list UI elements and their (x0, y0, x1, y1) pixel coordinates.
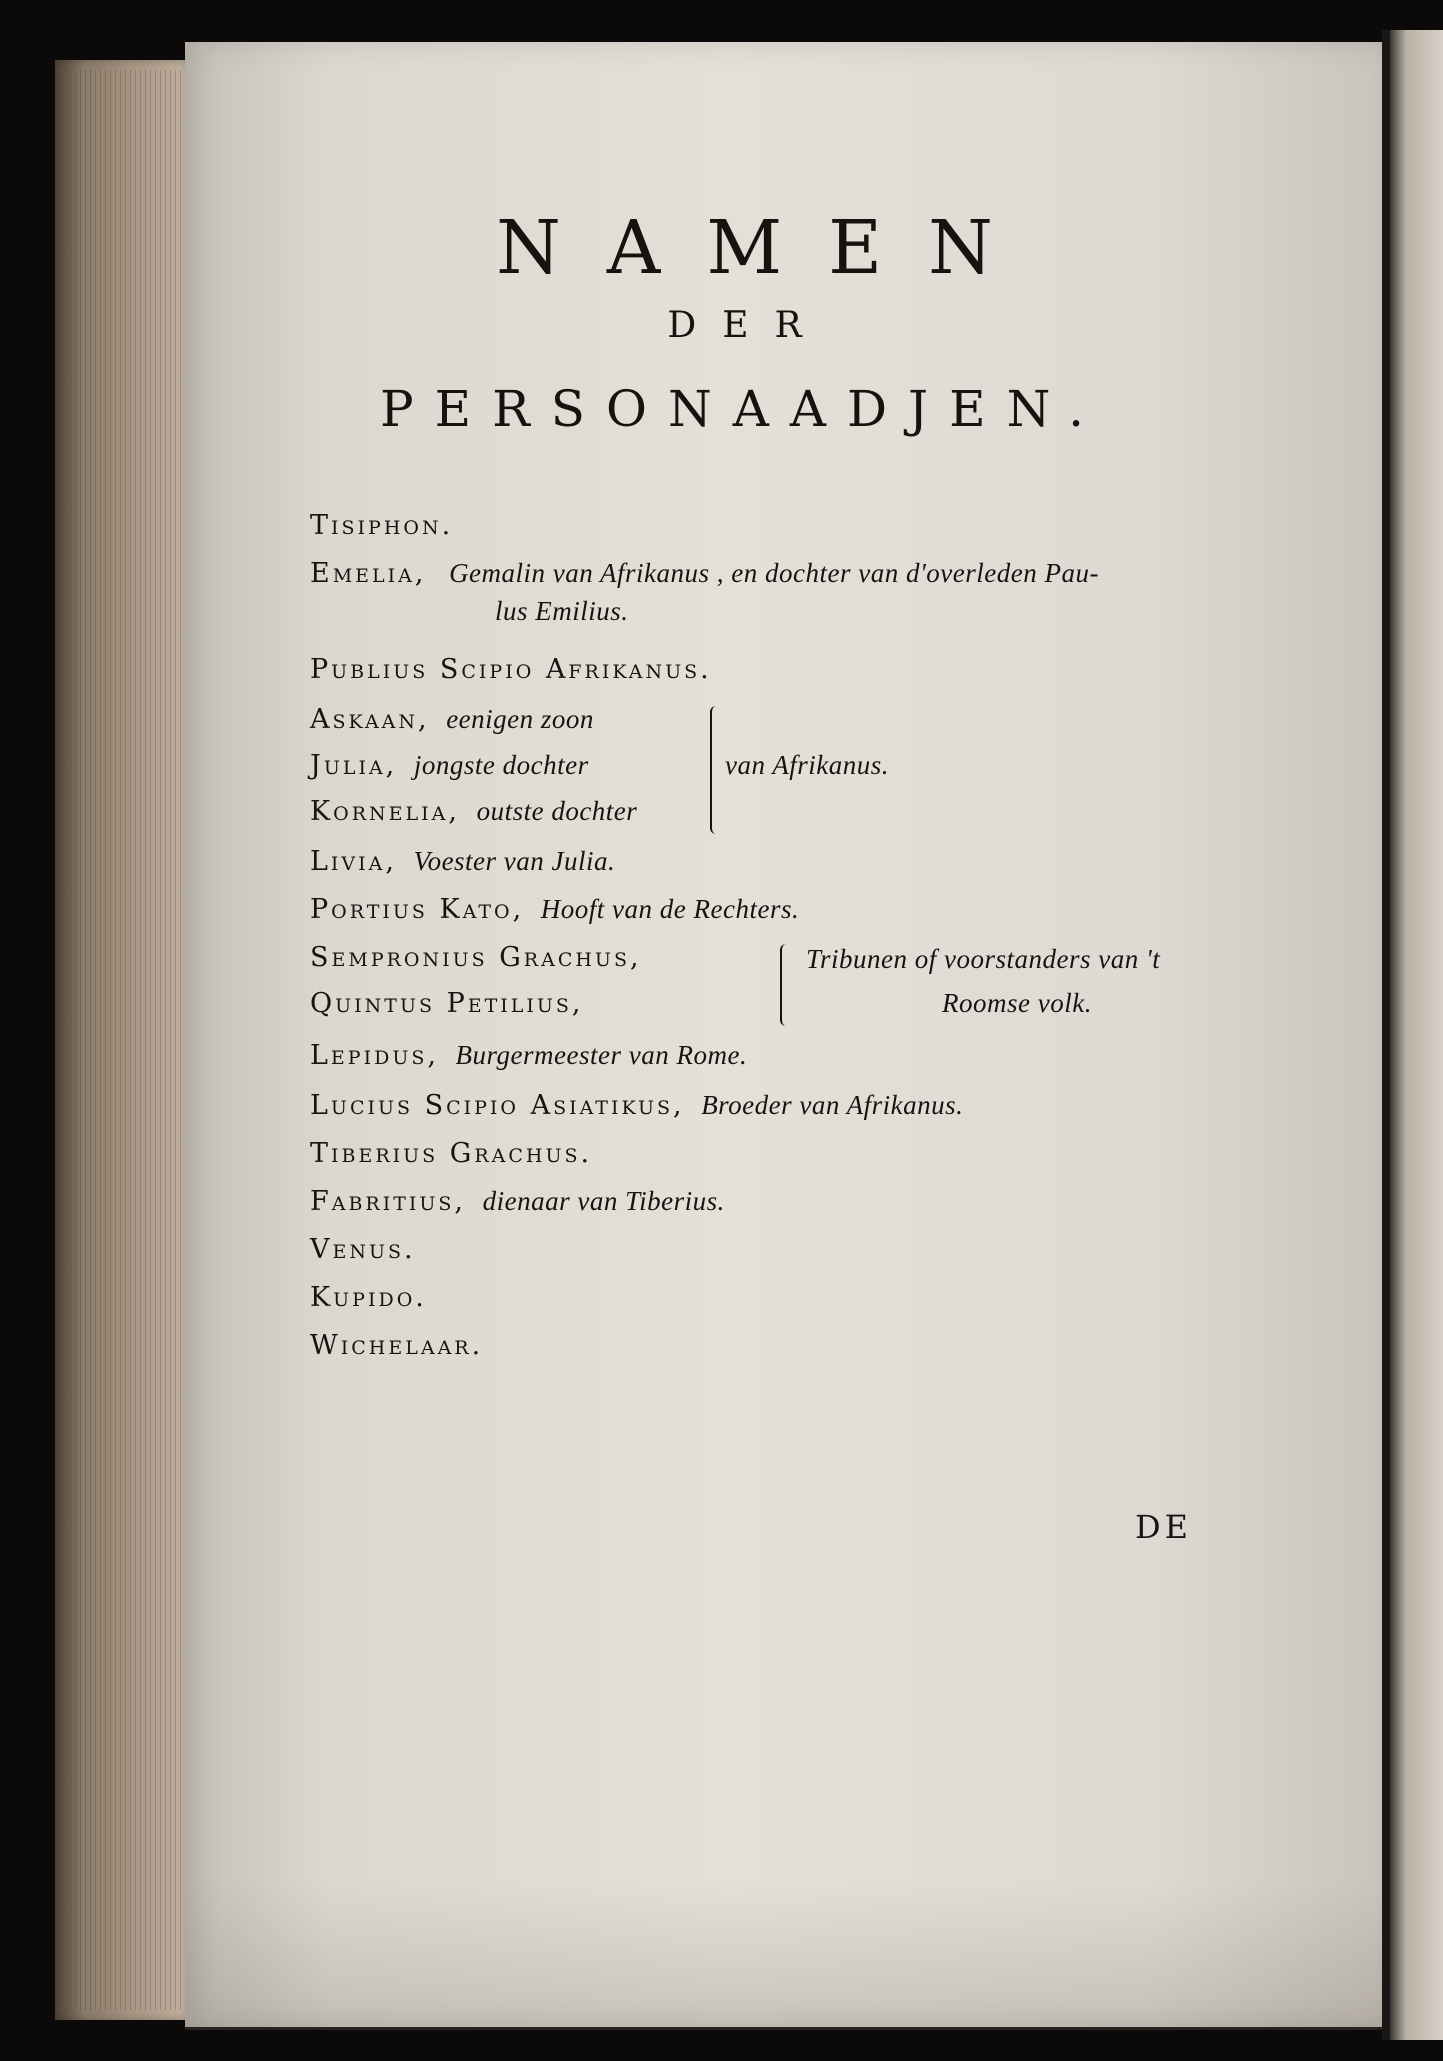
list-item (310, 1330, 483, 1361)
list-item (310, 894, 799, 925)
character-name: Lucius Scipio Asiatikus, (310, 1090, 685, 1121)
character-description-continued: lus Emilius. (495, 596, 629, 626)
list-item (310, 846, 615, 877)
group-label-tribunes-2: Roomse volk. (942, 988, 1092, 1018)
list-item (310, 1040, 747, 1071)
catchword: DE (1135, 1508, 1193, 1546)
title-line-2: DER (667, 305, 828, 346)
character-name: Wichelaar. (310, 1330, 484, 1361)
character-description: Broeder van Afrikanus. (701, 1090, 964, 1120)
character-name: Portius Kato, (310, 894, 525, 925)
list-item (310, 1138, 592, 1169)
character-name: Publius Scipio Afrikanus. (310, 654, 712, 685)
character-description: Burgermeester van Rome. (455, 1040, 748, 1070)
character-name: Askaan, (310, 704, 430, 735)
list-item (310, 1090, 963, 1121)
title-line-1: NAMEN (496, 205, 1039, 291)
character-name: Sempronius Grachus, (310, 942, 642, 973)
list-item (310, 654, 712, 685)
character-name: Kupido. (310, 1282, 427, 1313)
character-description: eenigen zoon (446, 704, 594, 734)
character-name: Venus. (310, 1234, 416, 1265)
character-name: Kornelia, (310, 796, 460, 827)
group-brace-children (710, 706, 722, 834)
list-item (310, 750, 589, 781)
list-item (310, 796, 637, 827)
character-name: Lepidus, (310, 1040, 439, 1071)
character-name: Tiberius Grachus. (310, 1138, 593, 1169)
group-label-children: van Afrikanus. (725, 750, 889, 780)
character-name: Fabritius, (310, 1186, 467, 1217)
list-item (310, 1234, 416, 1265)
list-item (310, 704, 594, 735)
character-description: dienaar van Tiberius. (482, 1186, 725, 1216)
character-description: Voester van Julia. (413, 846, 616, 876)
character-name: Emelia, (310, 558, 427, 589)
list-item (310, 1282, 427, 1313)
character-description: outste dochter (476, 796, 638, 826)
character-description: Hooft van de Rechters. (540, 894, 800, 924)
group-label-tribunes-1: Tribunen of voorstanders van 't (806, 944, 1161, 974)
character-name: Livia, (310, 846, 397, 877)
list-item (310, 1186, 725, 1217)
list-item (310, 942, 642, 973)
title-line-3: PERSONAADJEN. (379, 380, 1106, 438)
character-name: Tisiphon. (310, 510, 454, 541)
page-shadow (185, 1880, 1390, 2030)
list-item (310, 988, 584, 1019)
character-name: Julia, (310, 750, 398, 781)
group-brace-tribunes (780, 944, 792, 1026)
list-item (310, 558, 1099, 589)
list-item (310, 510, 453, 541)
character-description: Gemalin van Afrikanus , en dochter van d'overleden Pau- (449, 558, 1099, 588)
page-block-lines (70, 70, 190, 2010)
character-name: Quintus Petilius, (310, 988, 584, 1019)
character-description: jongste dochter (413, 750, 589, 780)
